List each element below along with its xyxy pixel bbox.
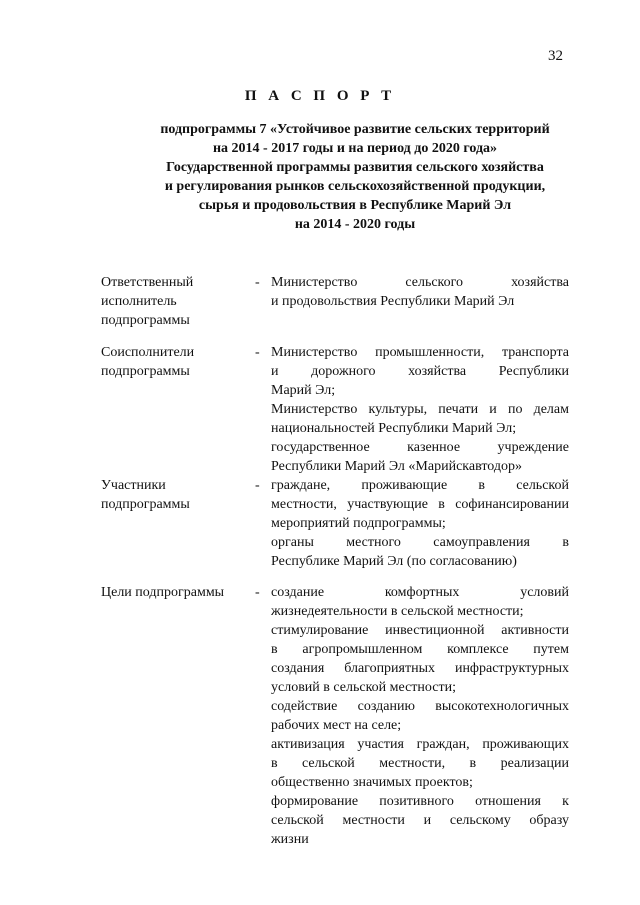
row-value-line: граждане, проживающие в сельской <box>271 478 569 493</box>
row-label-line: подпрограммы <box>101 497 190 512</box>
subtitle-line: на 2014 - 2020 годы <box>294 217 416 232</box>
row-value <box>271 343 569 476</box>
subtitle <box>118 120 592 234</box>
row-value <box>271 583 569 849</box>
row-dash: - <box>255 585 260 600</box>
row-label <box>101 476 251 514</box>
row-value-line: в сельской местности, в реализации <box>271 756 569 771</box>
row-value-line: Республики Марий Эл «Марийскавтодор» <box>271 459 523 474</box>
row-label-line: подпрограммы <box>101 364 190 379</box>
row-value-line: местности, участвующие в софинансировании <box>271 497 569 512</box>
row-value-line: и продовольствия Республики Марий Эл <box>271 294 515 309</box>
row-value-line: жизнедеятельности в сельской местности; <box>271 604 524 619</box>
row-dash: - <box>255 478 260 493</box>
row-label-line: Цели подпрограммы <box>101 585 225 600</box>
document-title: П А С П О Р Т <box>244 88 396 104</box>
row-value-line: жизни <box>271 832 309 847</box>
row-value <box>271 476 569 571</box>
subtitle-line: подпрограммы 7 «Устойчивое развитие сельских территорий <box>160 122 550 137</box>
row-value-line: Министерство промышленности, транспорта <box>271 345 569 360</box>
row-dash: - <box>255 345 260 360</box>
subtitle-line: Государственной программы развития сельского хозяйства <box>166 160 544 175</box>
row-value-line: национальностей Республики Марий Эл; <box>271 421 517 436</box>
row-label-line: Ответственный <box>101 275 194 290</box>
row-value-line: Министерство сельского хозяйства <box>271 275 569 290</box>
row-label-line: подпрограммы <box>101 313 190 328</box>
row-value <box>271 273 569 311</box>
row-value-line: стимулирование инвестиционной активности <box>271 623 569 638</box>
row-value-line: и дорожного хозяйства Республики <box>271 364 569 379</box>
subtitle-line: на 2014 - 2017 годы и на период до 2020 года» <box>212 141 498 156</box>
row-value-line: мероприятий подпрограммы; <box>271 516 446 531</box>
row-label <box>101 273 251 330</box>
row-value-line: сельской местности и сельскому образу <box>271 813 569 828</box>
subtitle-line: и регулирования рынков сельскохозяйственной продукции, <box>164 179 546 194</box>
row-value-line: Республике Марий Эл (по согласованию) <box>271 554 517 569</box>
row-value-line: общественно значимых проектов; <box>271 775 473 790</box>
row-value-line: содействие созданию высокотехнологичных <box>271 699 569 714</box>
row-value-line: активизация участия граждан, проживающих <box>271 737 569 752</box>
row-label <box>101 343 251 381</box>
row-value-line: формирование позитивного отношения к <box>271 794 569 809</box>
row-value-line: в агропромышленном комплексе путем <box>271 642 569 657</box>
row-value-line: создания благоприятных инфраструктурных <box>271 661 569 676</box>
row-label-line: исполнитель <box>101 294 177 309</box>
row-value-line: создание комфортных условий <box>271 585 569 600</box>
row-value-line: органы местного самоуправления в <box>271 535 569 550</box>
row-value-line: государственное казенное учреждение <box>271 440 569 455</box>
row-value-line: условий в сельской местности; <box>271 680 456 695</box>
subtitle-line: сырья и продовольствия в Республике Марий Эл <box>198 198 512 213</box>
row-value-line: рабочих мест на селе; <box>271 718 402 733</box>
row-label <box>101 583 251 602</box>
row-dash: - <box>255 275 260 290</box>
row-value-line: Марий Эл; <box>271 383 336 398</box>
row-value-line: Министерство культуры, печати и по делам <box>271 402 569 417</box>
page-number: 32 <box>548 48 563 64</box>
row-label-line: Участники <box>101 478 166 493</box>
row-label-line: Соисполнители <box>101 345 195 360</box>
